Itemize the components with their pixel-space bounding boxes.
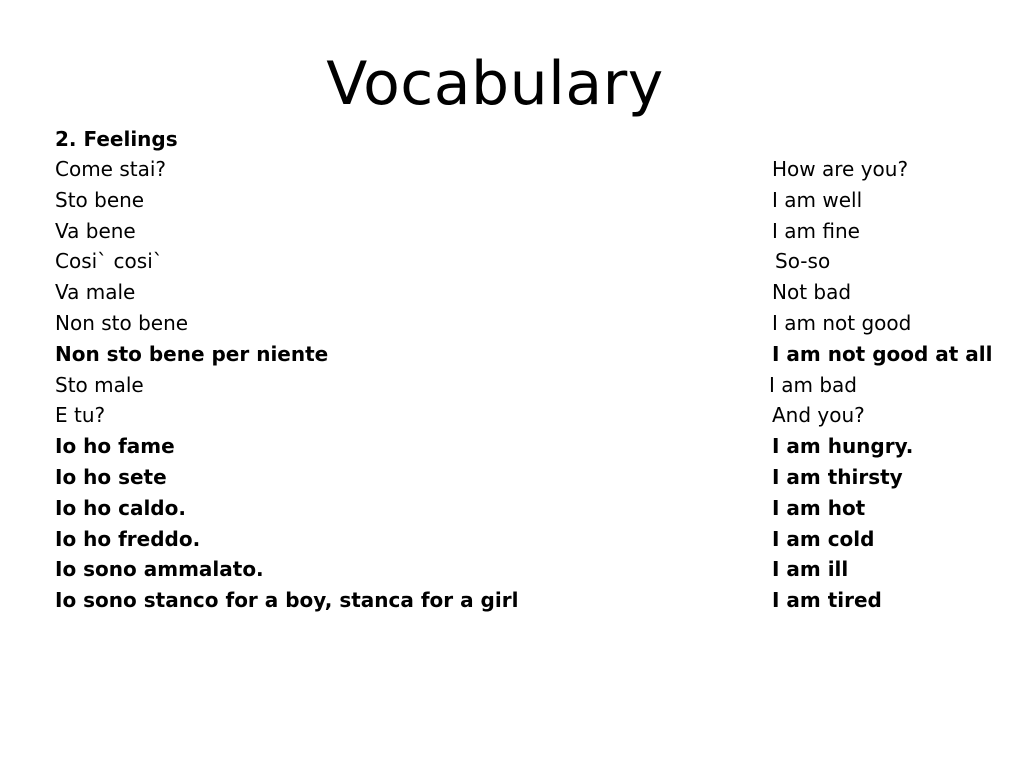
vocab-row — [55, 308, 995, 339]
english-translation: And you? — [772, 403, 865, 428]
italian-phrase: Non sto bene — [55, 310, 189, 335]
vocab-row — [55, 277, 995, 308]
italian-phrase: Cosi` cosi` — [55, 249, 163, 274]
italian-phrase: E tu? — [55, 403, 106, 428]
english-translation: I am ill — [772, 557, 849, 582]
english-translation: How are you? — [772, 157, 909, 181]
vocab-row — [55, 370, 995, 401]
vocab-row — [55, 400, 995, 431]
vocab-row — [55, 524, 995, 555]
italian-phrase: Non sto bene per niente — [55, 341, 329, 366]
italian-phrase: Io sono ammalato. — [55, 557, 264, 582]
english-translation: So-so — [775, 249, 831, 274]
slide-title: Vocabulary — [326, 49, 664, 119]
italian-phrase: Io ho freddo. — [55, 526, 201, 551]
vocabulary-list — [55, 154, 995, 616]
italian-phrase: Io ho fame — [55, 434, 175, 459]
english-translation: I am thirsty — [772, 464, 903, 489]
english-translation: I am hot — [772, 495, 866, 520]
italian-phrase: Io ho sete — [55, 464, 167, 489]
vocab-row — [55, 431, 995, 462]
italian-phrase: Come stai? — [55, 157, 167, 181]
italian-phrase: Va bene — [55, 218, 136, 243]
vocab-row — [55, 554, 995, 585]
english-translation: I am well — [772, 187, 863, 212]
vocab-row — [55, 462, 995, 493]
italian-phrase: Va male — [55, 280, 136, 305]
vocab-row — [55, 585, 995, 616]
english-translation: I am bad — [769, 372, 857, 397]
vocab-row — [55, 339, 995, 370]
english-translation: I am fine — [772, 218, 860, 243]
english-translation: Not bad — [772, 280, 852, 305]
english-translation: I am hungry. — [772, 434, 914, 459]
vocab-row — [55, 154, 995, 185]
vocab-row — [55, 185, 995, 216]
italian-phrase: Io sono stanco for a boy, stanca for a girl — [55, 588, 519, 613]
italian-phrase: Sto bene — [55, 187, 145, 212]
italian-phrase: Sto male — [55, 372, 144, 397]
english-translation: I am tired — [772, 588, 882, 613]
english-translation: I am not good — [772, 310, 912, 335]
english-translation: I am cold — [772, 526, 875, 551]
italian-phrase: Io ho caldo. — [55, 495, 186, 520]
vocab-row — [55, 246, 995, 277]
vocab-row — [55, 216, 995, 247]
english-translation: I am not good at all — [772, 341, 993, 366]
section-heading: 2. Feelings — [55, 127, 178, 151]
vocab-row — [55, 493, 995, 524]
